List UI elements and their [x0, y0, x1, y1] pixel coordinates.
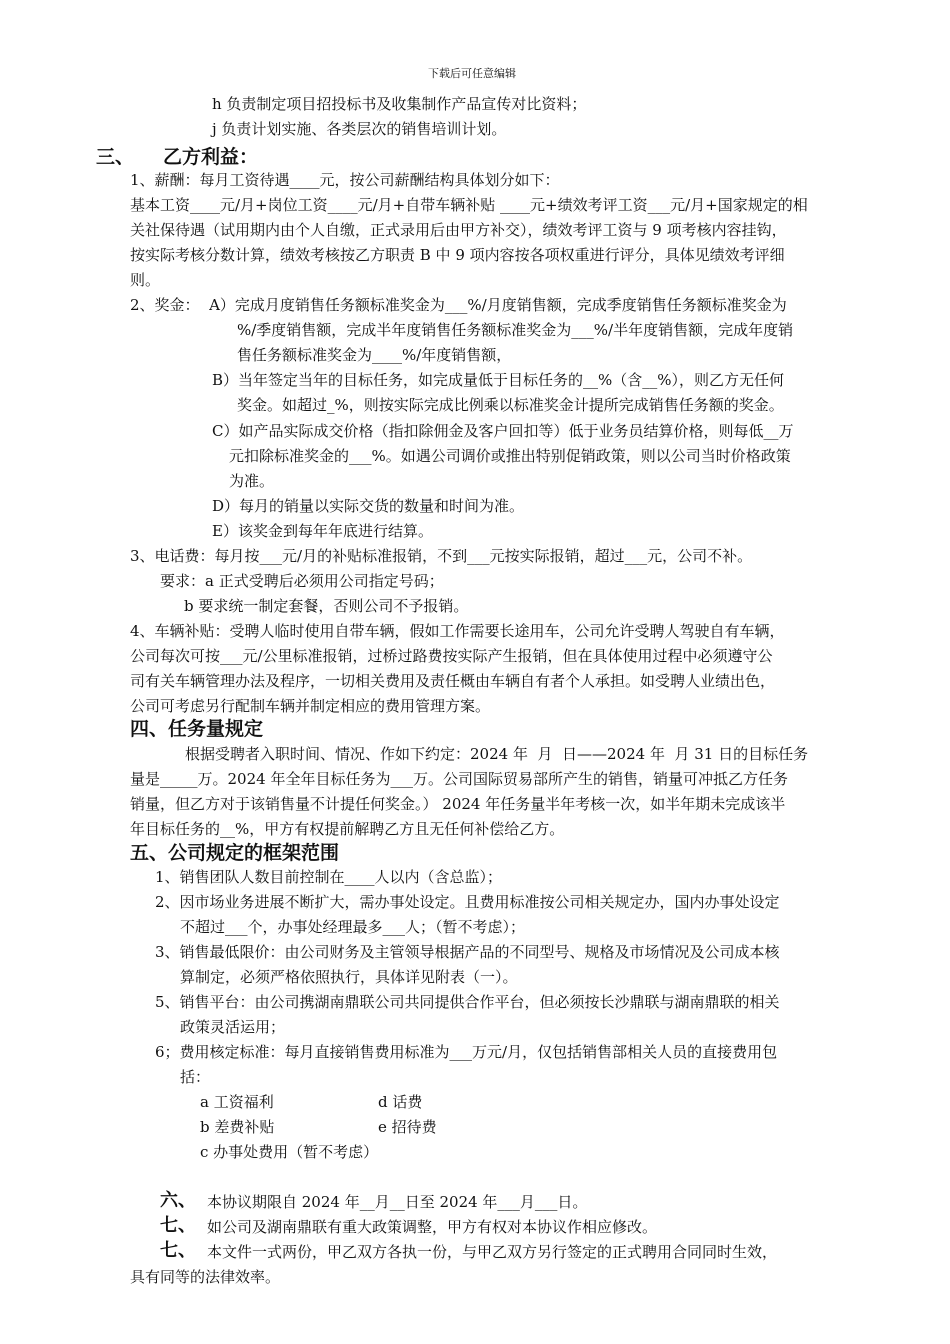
framework-line: 5、销售平台：由公司携湖南鼎联公司共同提供合作平台，但必须按长沙鼎联与湖南鼎联的相关 [155, 993, 780, 1011]
framework-line: 不超过___个，办事处经理最多___人；（暂不考虑）； [180, 918, 526, 936]
fee-item: e 招待费 [378, 1118, 437, 1136]
bonus-line: 奖金。如超过_%，则按实际完成比例乘以标准奖金计提所完成销售任务额的奖金。 [237, 396, 784, 414]
closing-7b-number: 七、 [160, 1240, 196, 1261]
framework-line: 括： [180, 1068, 211, 1086]
salary-line: 按实际考核分数计算，绩效考核按乙方职责 B 中 9 项内容按各项权重进行评分，具体见绩效考评细 [130, 246, 785, 264]
section-3-number: 三、 [96, 146, 135, 168]
phone-line: 3、电话费：每月按___元/月的补贴标准报销，不到___元按实际报销，超过___元，公司不补。 [130, 547, 753, 565]
framework-line: 2、因市场业务进展不断扩大，需办事处设定。且费用标准按公司相关规定办，国内办事处设定 [155, 893, 780, 911]
framework-line: 1、销售团队人数目前控制在____人以内（含总监）； [155, 868, 503, 886]
closing-6-text: 本协议期限自 2024 年__月__日至 2024 年___月___日。 [207, 1193, 588, 1211]
framework-line: 6；费用核定标准：每月直接销售费用标准为___万元/月，仅包括销售部相关人员的直接费用包 [155, 1043, 778, 1061]
salary-line: 基本工资____元/月+岗位工资____元/月+自带车辆补贴 ____元+绩效考评工资___元/月+国家规定的相 [130, 196, 808, 214]
framework-line: 算制定，必须严格依照执行，具体详见附表（一）。 [180, 968, 518, 986]
salary-line: 1、薪酬：每月工资待遇____元，按公司薪酬结构具体划分如下： [130, 171, 560, 189]
vehicle-line: 公司可考虑另行配制车辆并制定相应的费用管理方案。 [130, 697, 491, 715]
task-line: 根据受聘者入职时间、情况、作如下约定：2024 年 月 日——2024 年 月 31 日的目标任务 [185, 745, 809, 763]
duty-item-h: h 负责制定项目招投标书及收集制作产品宣传对比资料； [212, 95, 587, 113]
salary-line: 关社保待遇（试用期内由个人自缴，正式录用后由甲方补交），绩效考评工资与 9 项考核内容挂钩， [130, 221, 787, 239]
closing-7b-text: 本文件一式两份，甲乙双方各执一份，与甲乙双方另行签定的正式聘用合同同时生效， [207, 1243, 778, 1261]
page-header: 下载后可任意编辑 [428, 67, 516, 80]
fee-item: c 办事处费用（暂不考虑） [200, 1143, 379, 1161]
framework-line: 3、销售最低限价：由公司财务及主管领导根据产品的不同型号、规格及市场情况及公司成本核 [155, 943, 780, 961]
closing-7-text: 如公司及湖南鼎联有重大政策调整，甲方有权对本协议作相应修改。 [207, 1218, 658, 1236]
task-line: 量是_____万。2024 年全年目标任务为___万。公司国际贸易部所产生的销售，销量可冲抵乙方任务 [130, 770, 788, 788]
section-4-title: 四、任务量规定 [130, 718, 264, 740]
closing-7-number: 七、 [160, 1215, 196, 1236]
task-line: 销量，但乙方对于该销售量不计提任何奖金。） 2024 年任务量半年考核一次，如半年期未完成该半 [130, 795, 786, 813]
fee-item: d 话费 [378, 1093, 423, 1111]
bonus-line: 售任务额标准奖金为____%/年度销售额， [237, 346, 512, 364]
task-line: 年目标任务的__%，甲方有权提前解聘乙方且无任何补偿给乙方。 [130, 820, 565, 838]
duty-item-j: j 负责计划实施、各类层次的销售培训计划。 [212, 120, 507, 138]
section-3-title: 乙方利益： [163, 146, 259, 168]
fee-item: a 工资福利 [200, 1093, 274, 1111]
vehicle-line: 4、车辆补贴：受聘人临时使用自带车辆，假如工作需要长途用车，公司允许受聘人驾驶自有车辆， [130, 622, 785, 640]
phone-line: 要求：a 正式受聘后必须用公司指定号码； [160, 572, 444, 590]
bonus-line: B）当年签定当年的目标任务，如完成量低于目标任务的__%（含__%），则乙方无任何 [212, 371, 785, 389]
salary-line: 则。 [130, 271, 161, 289]
phone-line: b 要求统一制定套餐，否则公司不予报销。 [184, 597, 469, 615]
section-5-title: 五、公司规定的框架范围 [130, 842, 340, 864]
bonus-line: 2、奖金： A）完成月度销售任务额标准奖金为___%/月度销售额，完成季度销售任务额标准奖金为 [130, 296, 787, 314]
bonus-line: E）该奖金到每年年底进行结算。 [212, 522, 433, 540]
vehicle-line: 司有关车辆管理办法及程序，一切相关费用及责任概由车辆自有者个人承担。如受聘人业绩出色， [130, 672, 776, 690]
bonus-line: D）每月的销量以实际交货的数量和时间为准。 [212, 497, 525, 515]
closing-tail: 具有同等的法律效率。 [130, 1268, 281, 1286]
framework-line: 政策灵活运用； [180, 1018, 286, 1036]
bonus-line: C）如产品实际成交价格（指扣除佣金及客户回扣等）低于业务员结算价格，则每低__万 [212, 422, 794, 440]
bonus-line: 元扣除标准奖金的___%。如遇公司调价或推出特别促销政策，则以公司当时价格政策 [229, 447, 791, 465]
vehicle-line: 公司每次可按___元/公里标准报销，过桥过路费按实际产生报销，但在具体使用过程中必须遵守公 [130, 647, 773, 665]
fee-item: b 差费补贴 [200, 1118, 275, 1136]
bonus-line: %/季度销售额，完成半年度销售任务额标准奖金为___%/半年度销售额，完成年度销 [237, 321, 794, 339]
bonus-line: 为准。 [229, 472, 275, 490]
closing-6-number: 六、 [160, 1190, 196, 1211]
